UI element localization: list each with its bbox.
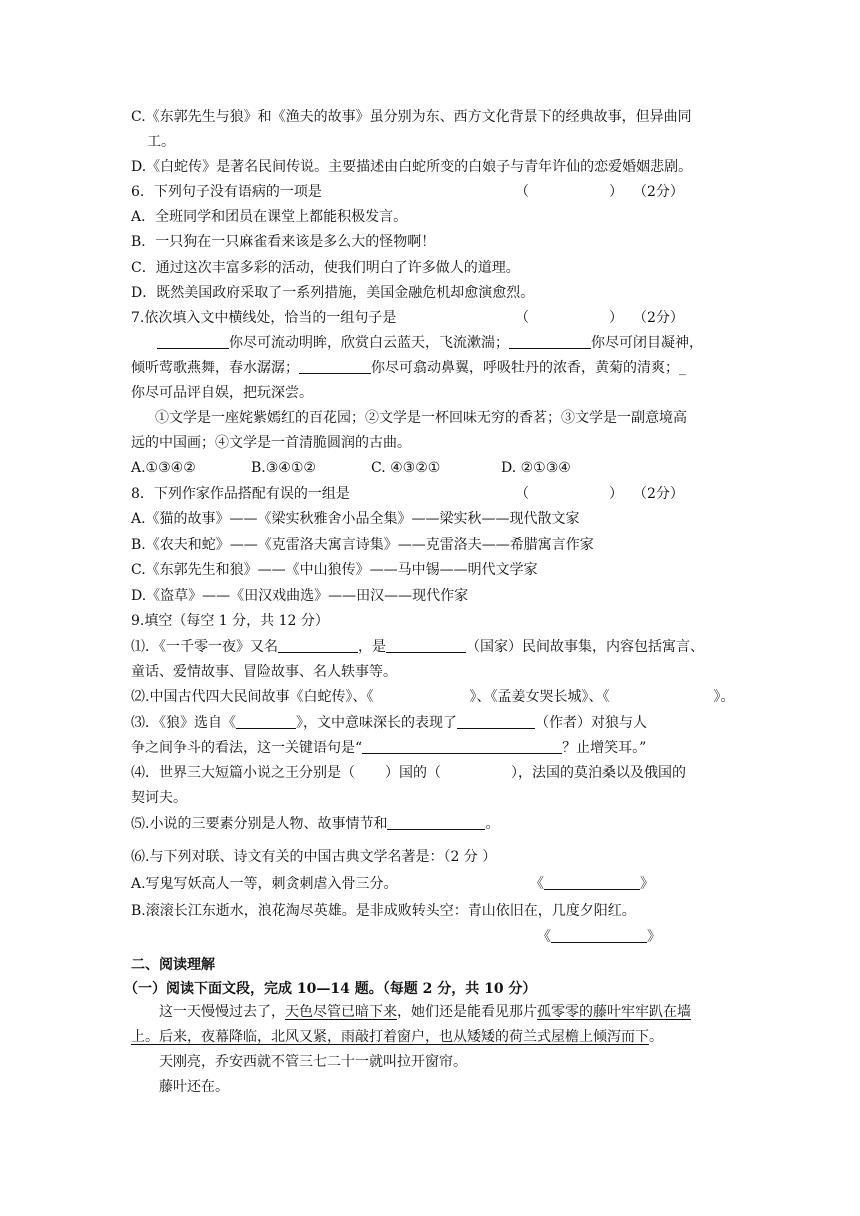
section-2-title: 二、阅读理解 bbox=[131, 957, 215, 973]
q8-stem: 8．下列作家作品搭配有误的一组是 bbox=[131, 486, 350, 502]
q9-blank-6b bbox=[551, 928, 647, 943]
q6-option-c: C．通过这次丰富多彩的活动，使我们明白了许多做人的道理。 bbox=[131, 260, 520, 276]
q5-option-c-line1: C.《东郭先生与狼》和《渔夫的故事》虽分别为东、西方文化背景下的经典故事，但异曲同 bbox=[131, 109, 692, 125]
q7-passage-line1: 你尽可流动明眸，欣赏白云蓝天，飞流漱湍； 你尽可闭目凝神， bbox=[131, 333, 703, 353]
q7-answer-paren: （ ） （2分） bbox=[515, 310, 684, 326]
q6-option-d: D．既然美国政府采取了一系列措施，美国金融危机却愈演愈烈。 bbox=[131, 285, 535, 301]
q8-score: （2分） bbox=[633, 486, 684, 502]
q6-option-a: A．全班同学和团员在课堂上都能积极发言。 bbox=[131, 209, 408, 225]
q6-answer-paren: （ ） （2分） bbox=[515, 184, 684, 200]
section-2-subtitle: （一）阅读下面文段，完成 10—14 题。（每题 2 分，共 10 分） bbox=[124, 981, 537, 997]
q7-option-b: B.③④①② bbox=[251, 460, 316, 476]
passage-para1-line1: 这一天慢慢过去了，天色尽管已暗下来，她们还是能看见那片孤零零的藤叶牢牢趴在墙 bbox=[159, 1004, 691, 1020]
q9-sub2: ⑵.中国古代四大民间故事《白蛇传》、《 》、《孟姜女哭长城》、《 》。 bbox=[131, 689, 735, 705]
q8-option-b: B.《农夫和蛇》——《克雷洛夫寓言诗集》——克雷洛夫——希腊寓言作家 bbox=[131, 537, 594, 553]
q7-stem: 7.依次填入文中横线处，恰当的一组句子是 bbox=[131, 310, 397, 326]
q9-sub6: ⑹.与下列对联、诗文有关的中国古典文学名著是：（2 分 ） bbox=[131, 849, 497, 865]
q9-sub6-option-b: B.滚滚长江东逝水，浪花淘尽英雄。是非成败转头空：青山依旧在，几度夕阳红。 bbox=[131, 903, 636, 919]
q9-sub1-line2: 童话、爱情故事、冒险故事、名人轶事等。 bbox=[131, 664, 397, 680]
q9-blank-3a bbox=[236, 714, 296, 729]
q9-blank-1b bbox=[386, 638, 466, 653]
q7-option-d: D. ②①③④ bbox=[501, 460, 571, 476]
q5-option-d: D.《白蛇传》是著名民间传说。主要描述由白蛇所变的白娘子与青年许仙的恋爱婚姻悲剧。 bbox=[131, 159, 693, 175]
passage-para3: 藤叶还在。 bbox=[159, 1079, 229, 1095]
q7-score: （2分） bbox=[633, 310, 684, 326]
q9-stem: 9.填空（每空 1 分，共 12 分） bbox=[131, 613, 329, 629]
underlined-phrase-3: 上。后来，夜幕降临，北风又紧，雨敲打着窗户，也从矮矮的荷兰式屋檐上倾泻而下 bbox=[131, 1029, 649, 1045]
q9-blank-3b bbox=[457, 714, 535, 729]
q7-blank-1 bbox=[157, 334, 229, 349]
q7-option-a: A.①③④② bbox=[131, 460, 196, 476]
q9-sub3-line1: ⑶．《狼》选自《 》，文中意味深长的表现了 （作者）对狼与人 bbox=[131, 715, 647, 731]
q9-sub6-answer-a: 《 》 bbox=[530, 876, 654, 892]
q9-sub6-option-a: A.写鬼写妖高人一等，刺贪刺虐入骨三分。 bbox=[131, 876, 398, 892]
q7-passage-line3: 你尽可品评自娱，把玩深尝。 bbox=[131, 385, 313, 401]
q7-blank-2 bbox=[509, 334, 591, 349]
q9-sub1-line1: ⑴．《一千零一夜》又名 ，是 （国家）民间故事集，内容包括寓言、 bbox=[131, 639, 704, 655]
q9-blank-3c bbox=[362, 739, 562, 754]
q7-passage-line2: 倾听莺歌燕舞，春水潺潺； 你尽可翕动鼻翼，呼吸牡丹的浓香，黄菊的清爽；_ bbox=[131, 360, 686, 376]
underlined-phrase-1: 天色尽管已暗下来 bbox=[285, 1004, 397, 1020]
q9-sub6-answer-b: 《 》 bbox=[537, 929, 661, 945]
passage-para2: 天刚亮，乔安西就不管三七二十一就叫拉开窗帘。 bbox=[159, 1054, 467, 1070]
q7-choices-line1: ①文学是一座姹紫嫣红的百花园；②文学是一杯回味无穷的香茗；③文学是一副意境高 bbox=[155, 410, 687, 426]
q9-sub3-line2: 争之间争斗的看法，这一关键语句是“ ？止增笑耳。” bbox=[131, 740, 647, 756]
q9-sub5: ⑸.小说的三要素分别是人物、故事情节和 。 bbox=[131, 816, 500, 832]
q9-sub4-line2: 契诃夫。 bbox=[131, 790, 187, 806]
q7-choices-line2: 远的中国画；④文学是一首清脆圆润的古曲。 bbox=[131, 435, 411, 451]
underlined-phrase-2: 孤零零的藤叶牢牢趴在墙 bbox=[537, 1004, 691, 1020]
q8-option-c: C.《东郭先生和狼》——《中山狼传》——马中锡——明代文学家 bbox=[131, 562, 538, 578]
q9-blank-5 bbox=[387, 815, 485, 830]
q6-score: （2分） bbox=[633, 184, 684, 200]
q8-option-d: D.《盗草》——《田汉戏曲选》——田汉——现代作家 bbox=[131, 588, 469, 604]
q6-stem: 6．下列句子没有语病的一项是 bbox=[131, 184, 322, 200]
q7-option-c: C. ④③②① bbox=[371, 460, 441, 476]
q6-option-b: B．一只狗在一只麻雀看来该是多么大的怪物啊！ bbox=[131, 234, 436, 250]
q9-sub4-line1: ⑷．世界三大短篇小说之王分别是（ ）国的（ ），法国的莫泊桑以及俄国的 bbox=[131, 765, 686, 781]
q9-blank-6a bbox=[544, 875, 640, 890]
q9-blank-1a bbox=[278, 638, 358, 653]
q7-blank-3 bbox=[299, 359, 371, 374]
q5-option-c-line2: 工。 bbox=[147, 134, 175, 150]
q8-answer-paren: （ ） （2分） bbox=[515, 486, 684, 502]
q8-option-a: A.《猫的故事》——《梁实秋雅舍小品全集》——梁实秋——现代散文家 bbox=[131, 511, 580, 527]
passage-para1-line2: 上。后来，夜幕降临，北风又紧，雨敲打着窗户，也从矮矮的荷兰式屋檐上倾泻而下。 bbox=[131, 1029, 663, 1045]
